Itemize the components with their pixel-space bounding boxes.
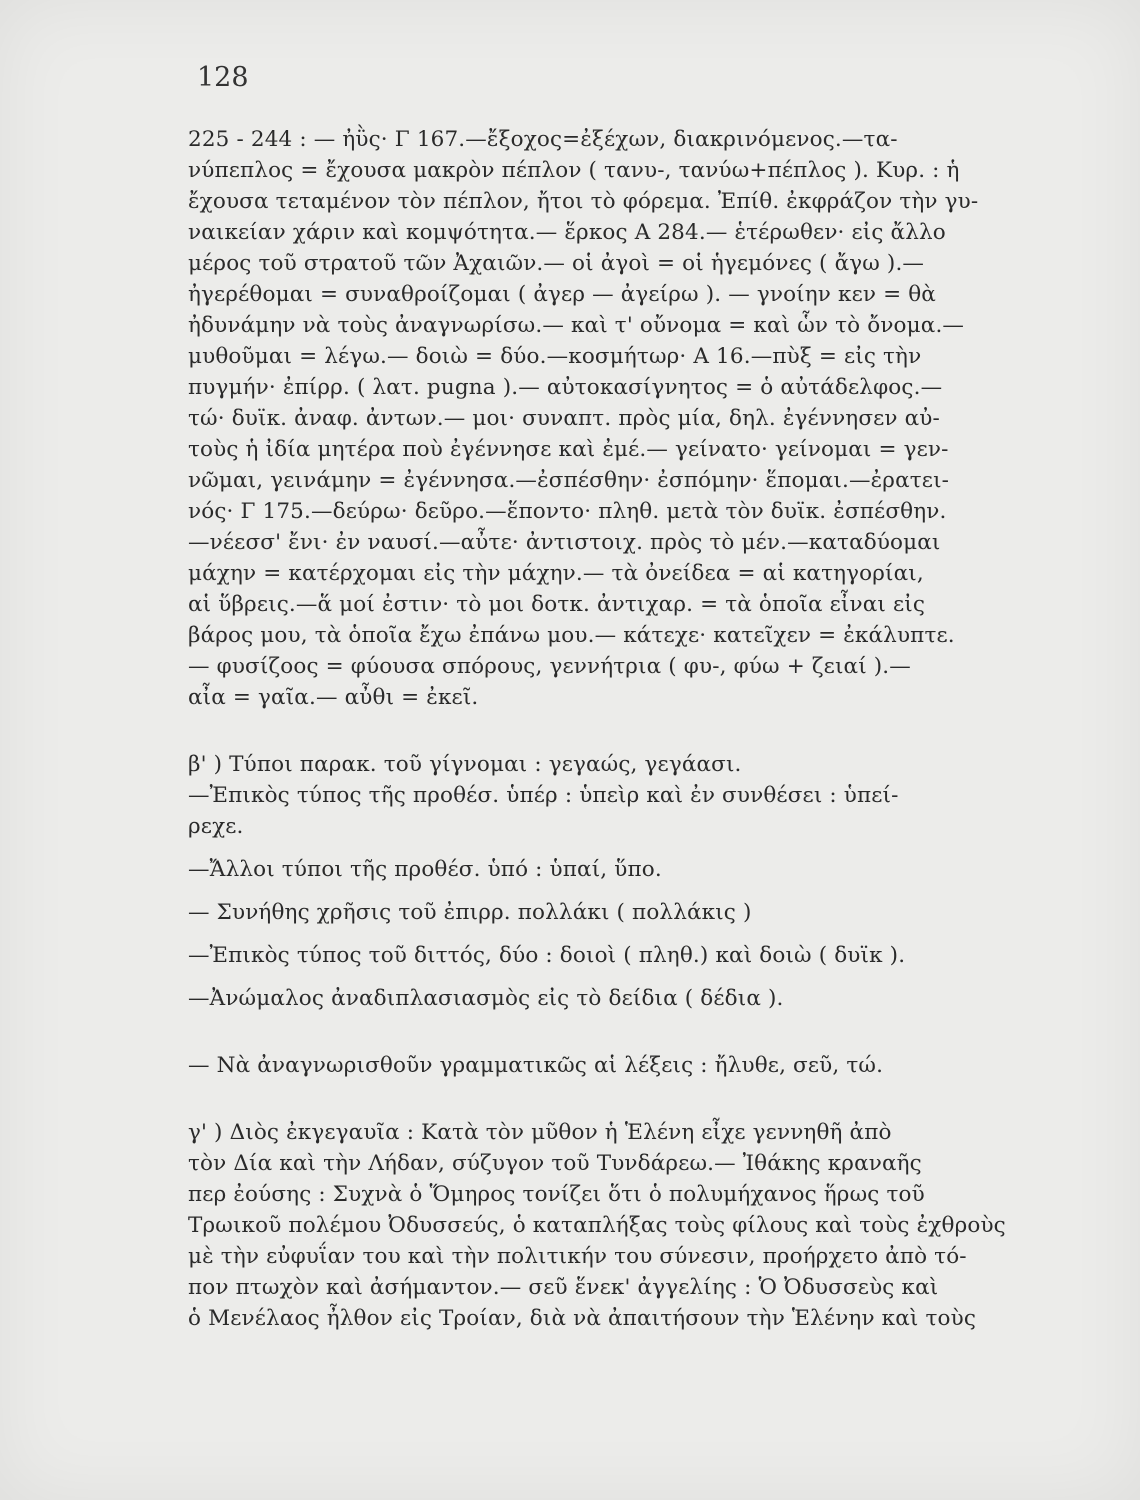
commentary-line: τοὺς ἡ ἰδία μητέρα ποὺ ἐγέννησε καὶ ἐμέ.— γείνατο· γείνομαι = γεν- (188, 437, 949, 462)
myth-line: Τρωικοῦ πολέμου Ὀδυσσεύς, ὁ καταπλήξας τοὺς φίλους καὶ τοὺς ἐχθροὺς (188, 1213, 1006, 1238)
commentary-line: —νέεσσ' ἔνι· ἐν ναυσί.—αὖτε· ἀντιστοιχ. πρὸς τὸ μέν.—καταδύομαι (188, 530, 941, 555)
myth-line: περ ἐούσης : Συχνὰ ὁ Ὅμηρος τονίζει ὅτι ὁ πολυμήχανος ἥρως τοῦ (188, 1182, 925, 1207)
commentary-line: ἠδυνάμην νὰ τοὺς ἀναγνωρίσω.— καὶ τ' οὔνομα = καὶ ὧν τὸ ὄνομα.— (188, 313, 965, 338)
section-spacer (188, 713, 1048, 749)
commentary-line: μέρος τοῦ στρατοῦ τῶν Ἀχαιῶν.— οἱ ἀγοὶ = οἱ ἡγεμόνες ( ἄγω ).— (188, 251, 925, 276)
grammar-line: — Συνήθης χρῆσις τοῦ ἐπιρρ. πολλάκι ( πολλάκις ) (188, 900, 752, 925)
commentary-line: ἠγερέθομαι = συναθροίζομαι ( ἀγερ — ἀγείρω ). — γνοίην κεν = θὰ (188, 282, 936, 307)
line-spacer (188, 885, 1048, 897)
grammar-section (188, 749, 1048, 1081)
commentary-line: νός· Γ 175.—δεύρω· δεῦρο.—ἕποντο· πληθ. μετὰ τὸν δυϊκ. ἐσπέσθην. (188, 499, 947, 524)
commentary-line: νῶμαι, γεινάμην = ἐγέννησα.—ἐσπέσθην· ἐσπόμην· ἕπομαι.—ἐρατει- (188, 468, 950, 493)
line-spacer (188, 842, 1048, 854)
myth-line: γ' ) Διὸς ἐκγεγαυῖα : Κατὰ τὸν μῦθον ἡ Ἑλένη εἶχε γεννηθῆ ἀπὸ (188, 1120, 892, 1145)
commentary-line: τώ· δυϊκ. ἀναφ. ἀντων.— μοι· συναπτ. πρὸς μία, δηλ. ἐγέννησεν αὐ- (188, 406, 940, 431)
commentary-line: μάχην = κατέρχομαι εἰς τὴν μάχην.— τὰ ὀνείδεα = αἱ κατηγορίαι, (188, 561, 924, 586)
grammar-line: —Ἄλλοι τύποι τῆς προθέσ. ὑπό : ὑπαί, ὕπο. (188, 857, 662, 882)
commentary-line: μυθοῦμαι = λέγω.— δοιὼ = δύο.—κοσμήτωρ· Α 16.—πὺξ = εἰς τὴν (188, 344, 922, 369)
grammar-line: —Ἐπικὸς τύπος τοῦ διττός, δύο : δοιοὶ ( πληθ.) καὶ δοιὼ ( δυϊκ ). (188, 943, 906, 968)
commentary-line: ναικείαν χάριν καὶ κομψότητα.— ἕρκος Α 284.— ἑτέρωθεν· εἰς ἄλλο (188, 220, 946, 245)
myth-line: μὲ τὴν εὐφυΐαν του καὶ τὴν πολιτικήν του σύνεσιν, προήρχετο ἀπὸ τό- (188, 1244, 967, 1269)
grammar-line: —Ἐπικὸς τύπος τῆς προθέσ. ὑπέρ : ὑπεὶρ καὶ ἐν συνθέσει : ὑπεί- (188, 783, 899, 808)
grammar-line: —Ἀνώμαλος ἀναδιπλασιασμὸς εἰς τὸ δείδια ( δέδια ). (188, 986, 784, 1011)
page-number: 128 (197, 62, 249, 93)
line-spacer (188, 971, 1048, 983)
commentary-line: βάρος μου, τὰ ὁποῖα ἔχω ἐπάνω μου.— κάτεχε· κατεῖχεν = ἐκάλυπτε. (188, 623, 955, 648)
commentary-section (188, 124, 1048, 713)
commentary-line: αἱ ὕβρεις.—ἅ μοί ἐστιν· τὸ μοι δοτκ. ἀντιχαρ. = τὰ ὁποῖα εἶναι εἰς (188, 592, 926, 617)
myth-line: πον πτωχὸν καὶ ἀσήμαντον.— σεῦ ἕνεκ' ἀγγελίης : Ὁ Ὀδυσσεὺς καὶ (188, 1275, 939, 1300)
line-spacer (188, 928, 1048, 940)
commentary-line: ἔχουσα τεταμένον τὸν πέπλον, ἤτοι τὸ φόρεμα. Ἐπίθ. ἐκφράζον τὴν γυ- (188, 189, 979, 214)
grammar-line: — Νὰ ἀναγνωρισθοῦν γραμματικῶς αἱ λέξεις : ἤλυθε, σεῦ, τώ. (188, 1053, 884, 1078)
section-spacer (188, 1014, 1048, 1050)
commentary-line: πυγμήν· ἐπίρρ. ( λατ. pugna ).— αὐτοκασίγνητος = ὁ αὐτάδελφος.— (188, 375, 943, 400)
commentary-line: νύπεπλος = ἔχουσα μακρὸν πέπλον ( τανυ-, τανύω+πέπλος ). Κυρ. : ἡ (188, 158, 960, 183)
commentary-line: 225 - 244 : — ἠῢς· Γ 167.—ἔξοχος=ἐξέχων, διακρινόμενος.—τα- (188, 127, 898, 152)
grammar-line: ρεχε. (188, 814, 244, 839)
myth-section (188, 1117, 1048, 1334)
page-body (188, 124, 1048, 1334)
commentary-line: — φυσίζοος = φύουσα σπόρους, γεννήτρια ( φυ-, φύω + ζειαί ).— (188, 654, 911, 679)
myth-line: ὁ Μενέλαος ἦλθον εἰς Τροίαν, διὰ νὰ ἀπαιτήσουν τὴν Ἑλένην καὶ τοὺς (188, 1306, 977, 1331)
myth-line: τὸν Δία καὶ τὴν Λήδαν, σύζυγον τοῦ Τυνδάρεω.— Ἰθάκης κραναῆς (188, 1151, 922, 1176)
section-spacer (188, 1081, 1048, 1117)
commentary-line: αἶα = γαῖα.— αὖθι = ἐκεῖ. (188, 685, 479, 710)
grammar-line: β' ) Τύποι παρακ. τοῦ γίγνομαι : γεγαώς, γεγάασι. (188, 752, 742, 777)
